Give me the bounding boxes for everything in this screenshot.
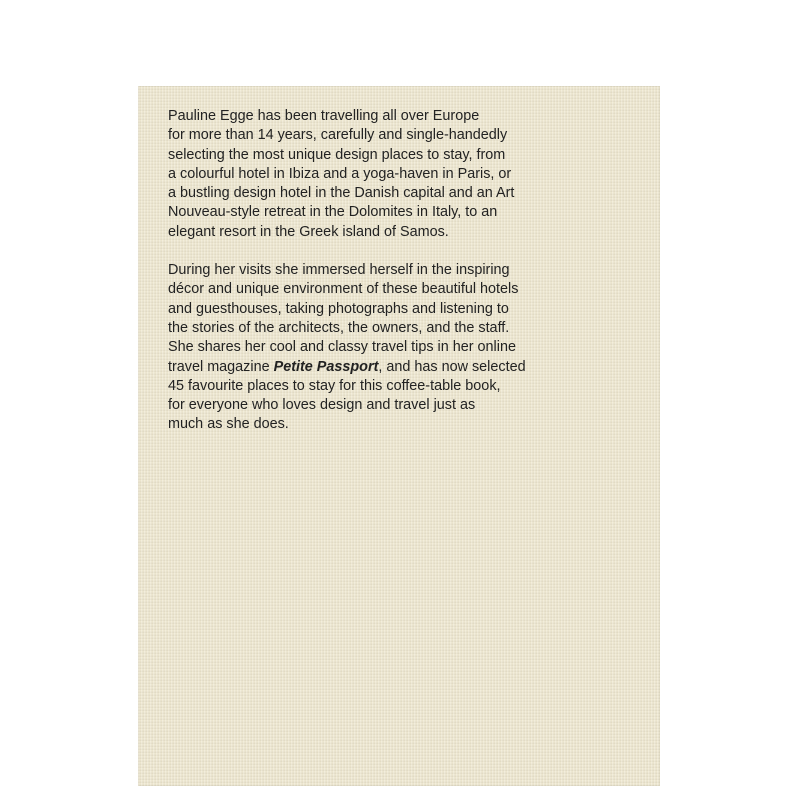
- text-line: Nouveau-style retreat in the Dolomites in Italy, to an: [168, 204, 498, 221]
- text-line: elegant resort in the Greek island of Samos.: [168, 223, 449, 240]
- text-line: She shares her cool and classy travel tips in her online: [168, 339, 516, 356]
- text-line: a colourful hotel in Ibiza and a yoga-haven in Paris, or: [168, 165, 512, 182]
- text-line: a bustling design hotel in the Danish capital and an Art: [168, 185, 515, 202]
- text-line: the stories of the architects, the owners, and the staff.: [168, 319, 510, 336]
- cover-text: [168, 107, 638, 454]
- paragraph-intro: [168, 107, 638, 242]
- paragraph-visits: [168, 261, 638, 435]
- magazine-line-suffix: , and has now selected: [378, 358, 526, 375]
- magazine-name: Petite Passport: [273, 358, 379, 375]
- text-line: and guesthouses, taking photographs and listening to: [168, 300, 509, 317]
- magazine-line: [168, 358, 638, 377]
- text-line: 45 favourite places to stay for this coffee-table book,: [168, 377, 501, 394]
- text-line: Pauline Egge has been travelling all over Europe: [168, 108, 480, 124]
- text-line: much as she does.: [168, 416, 289, 433]
- text-line: for more than 14 years, carefully and single-handedly: [168, 127, 508, 144]
- text-line: for everyone who loves design and travel just as: [168, 397, 476, 414]
- text-line: selecting the most unique design places to stay, from: [168, 146, 506, 163]
- magazine-line-prefix: travel magazine: [168, 358, 274, 375]
- book-back-cover: [138, 86, 660, 786]
- text-line: décor and unique environment of these beautiful hotels: [168, 281, 519, 298]
- text-line: During her visits she immersed herself in the inspiring: [168, 262, 510, 279]
